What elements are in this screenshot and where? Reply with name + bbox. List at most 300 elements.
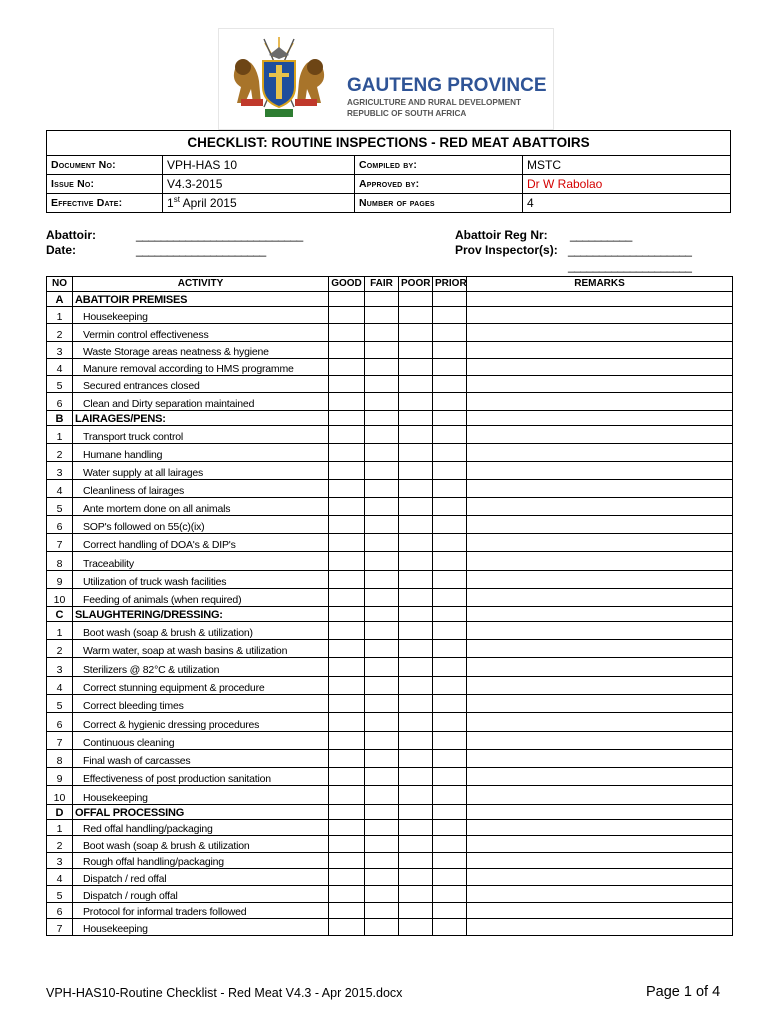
inspector-field[interactable]: ____________________	[568, 243, 692, 257]
rating-prior-cell[interactable]	[433, 570, 467, 588]
rating-remarks-cell[interactable]	[467, 358, 733, 375]
rating-prior-cell[interactable]	[433, 749, 467, 767]
rating-remarks-cell[interactable]	[467, 886, 733, 903]
table-row	[47, 341, 733, 358]
rating-prior-cell[interactable]	[433, 588, 467, 606]
table-row	[47, 786, 733, 804]
rating-fair-cell[interactable]	[365, 919, 399, 936]
rating-remarks-cell[interactable]	[467, 621, 733, 639]
rating-poor-cell[interactable]	[399, 480, 433, 498]
rating-poor-cell[interactable]	[399, 552, 433, 570]
table-row	[47, 552, 733, 570]
rating-remarks-cell[interactable]	[467, 552, 733, 570]
item-activity: Feeding of animals (when required)	[73, 588, 329, 606]
rating-good-cell[interactable]	[329, 713, 365, 731]
rating-prior-cell[interactable]	[433, 498, 467, 516]
table-row	[47, 621, 733, 639]
item-activity: Humane handling	[73, 443, 329, 461]
item-number: 3	[47, 461, 73, 479]
rating-prior-cell[interactable]	[433, 852, 467, 869]
item-number: 7	[47, 534, 73, 552]
rating-fair-cell[interactable]	[365, 443, 399, 461]
item-number: 7	[47, 919, 73, 936]
rating-good-cell[interactable]	[329, 307, 365, 324]
rating-remarks-cell[interactable]	[467, 731, 733, 749]
rating-good-cell[interactable]	[329, 731, 365, 749]
rating-prior-cell[interactable]	[433, 902, 467, 919]
rating-fair-cell[interactable]	[365, 480, 399, 498]
item-number: 1	[47, 425, 73, 443]
item-activity: Correct stunning equipment & procedure	[73, 676, 329, 694]
rating-fair-cell[interactable]	[365, 307, 399, 324]
section-empty-cell	[365, 606, 399, 621]
rating-fair-cell[interactable]	[365, 768, 399, 786]
item-activity: Water supply at all lairages	[73, 461, 329, 479]
section-code: B	[47, 410, 73, 425]
table-row	[47, 393, 733, 410]
rating-fair-cell[interactable]	[365, 393, 399, 410]
item-activity: Effectiveness of post production sanitation	[73, 768, 329, 786]
rating-fair-cell[interactable]	[365, 749, 399, 767]
table-row	[47, 498, 733, 516]
section-row	[47, 606, 733, 621]
rating-prior-cell[interactable]	[433, 516, 467, 534]
item-number: 3	[47, 341, 73, 358]
table-row	[47, 852, 733, 869]
rating-remarks-cell[interactable]	[467, 480, 733, 498]
col-no: NO	[47, 277, 73, 292]
rating-remarks-cell[interactable]	[467, 852, 733, 869]
reg-nr-label: Abattoir Reg Nr:	[455, 228, 548, 242]
rating-poor-cell[interactable]	[399, 376, 433, 393]
rating-poor-cell[interactable]	[399, 658, 433, 676]
col-poor: POOR	[399, 277, 433, 292]
rating-good-cell[interactable]	[329, 480, 365, 498]
rating-poor-cell[interactable]	[399, 534, 433, 552]
table-row	[47, 819, 733, 836]
abattoir-label: Abattoir:	[46, 228, 96, 242]
rating-prior-cell[interactable]	[433, 713, 467, 731]
item-activity: Transport truck control	[73, 425, 329, 443]
rating-poor-cell[interactable]	[399, 307, 433, 324]
rating-poor-cell[interactable]	[399, 425, 433, 443]
section-title: SLAUGHTERING/DRESSING:	[73, 606, 329, 621]
item-number: 2	[47, 640, 73, 658]
rating-fair-cell[interactable]	[365, 552, 399, 570]
rating-poor-cell[interactable]	[399, 498, 433, 516]
rating-good-cell[interactable]	[329, 836, 365, 853]
section-empty-cell	[433, 292, 467, 307]
rating-good-cell[interactable]	[329, 749, 365, 767]
table-row	[47, 694, 733, 712]
inspector-field-2[interactable]: ____________________	[568, 259, 692, 273]
rating-good-cell[interactable]	[329, 425, 365, 443]
rating-good-cell[interactable]	[329, 658, 365, 676]
rating-remarks-cell[interactable]	[467, 570, 733, 588]
section-empty-cell	[399, 606, 433, 621]
rating-good-cell[interactable]	[329, 393, 365, 410]
rating-fair-cell[interactable]	[365, 358, 399, 375]
rating-poor-cell[interactable]	[399, 869, 433, 886]
section-empty-cell	[365, 292, 399, 307]
table-row	[47, 376, 733, 393]
rating-prior-cell[interactable]	[433, 461, 467, 479]
table-row	[47, 713, 733, 731]
item-activity: Housekeeping	[73, 786, 329, 804]
rating-prior-cell[interactable]	[433, 676, 467, 694]
reg-nr-field[interactable]: __________	[570, 228, 632, 242]
section-empty-cell	[433, 410, 467, 425]
rating-good-cell[interactable]	[329, 852, 365, 869]
date-label: Date:	[46, 243, 77, 257]
rating-fair-cell[interactable]	[365, 902, 399, 919]
item-activity: Housekeeping	[73, 307, 329, 324]
meta-row	[47, 175, 731, 194]
table-row	[47, 570, 733, 588]
rating-good-cell[interactable]	[329, 588, 365, 606]
rating-prior-cell[interactable]	[433, 886, 467, 903]
approved-by-label: Approved by:	[355, 175, 523, 194]
rating-remarks-cell[interactable]	[467, 658, 733, 676]
rating-prior-cell[interactable]	[433, 480, 467, 498]
table-row	[47, 324, 733, 341]
item-activity: Rough offal handling/packaging	[73, 852, 329, 869]
item-number: 1	[47, 621, 73, 639]
item-number: 2	[47, 443, 73, 461]
rating-prior-cell[interactable]	[433, 919, 467, 936]
rating-good-cell[interactable]	[329, 376, 365, 393]
rating-good-cell[interactable]	[329, 461, 365, 479]
rating-poor-cell[interactable]	[399, 324, 433, 341]
rating-fair-cell[interactable]	[365, 869, 399, 886]
rating-prior-cell[interactable]	[433, 358, 467, 375]
item-activity: Final wash of carcasses	[73, 749, 329, 767]
rating-good-cell[interactable]	[329, 694, 365, 712]
rating-prior-cell[interactable]	[433, 819, 467, 836]
rating-fair-cell[interactable]	[365, 676, 399, 694]
table-row	[47, 480, 733, 498]
rating-prior-cell[interactable]	[433, 768, 467, 786]
rating-prior-cell[interactable]	[433, 658, 467, 676]
number-of-pages-label: Number of pages	[355, 194, 523, 213]
item-activity: Correct & hygienic dressing procedures	[73, 713, 329, 731]
rating-remarks-cell[interactable]	[467, 498, 733, 516]
section-empty-cell	[467, 804, 733, 819]
rating-prior-cell[interactable]	[433, 731, 467, 749]
rating-poor-cell[interactable]	[399, 570, 433, 588]
rating-fair-cell[interactable]	[365, 621, 399, 639]
rating-poor-cell[interactable]	[399, 393, 433, 410]
item-activity: Continuous cleaning	[73, 731, 329, 749]
rating-good-cell[interactable]	[329, 640, 365, 658]
item-number: 5	[47, 886, 73, 903]
rating-fair-cell[interactable]	[365, 341, 399, 358]
rating-fair-cell[interactable]	[365, 713, 399, 731]
rating-fair-cell[interactable]	[365, 786, 399, 804]
rating-fair-cell[interactable]	[365, 425, 399, 443]
rating-remarks-cell[interactable]	[467, 588, 733, 606]
rating-remarks-cell[interactable]	[467, 443, 733, 461]
section-code: C	[47, 606, 73, 621]
section-empty-cell	[365, 410, 399, 425]
rating-fair-cell[interactable]	[365, 516, 399, 534]
rating-prior-cell[interactable]	[433, 307, 467, 324]
table-row	[47, 768, 733, 786]
rating-prior-cell[interactable]	[433, 836, 467, 853]
rating-good-cell[interactable]	[329, 516, 365, 534]
rating-good-cell[interactable]	[329, 676, 365, 694]
rating-fair-cell[interactable]	[365, 461, 399, 479]
item-number: 10	[47, 588, 73, 606]
col-prior: PRIOR	[433, 277, 467, 292]
rating-remarks-cell[interactable]	[467, 902, 733, 919]
approved-by-value: Dr W Rabolao	[523, 175, 731, 194]
rating-remarks-cell[interactable]	[467, 425, 733, 443]
rating-fair-cell[interactable]	[365, 534, 399, 552]
table-row	[47, 902, 733, 919]
item-activity: Protocol for informal traders followed	[73, 902, 329, 919]
item-activity: Boot wash (soap & brush & utilization)	[73, 621, 329, 639]
table-row	[47, 516, 733, 534]
rating-remarks-cell[interactable]	[467, 393, 733, 410]
item-activity: Ante mortem done on all animals	[73, 498, 329, 516]
rating-fair-cell[interactable]	[365, 819, 399, 836]
rating-good-cell[interactable]	[329, 786, 365, 804]
table-row	[47, 358, 733, 375]
item-number: 3	[47, 658, 73, 676]
rating-fair-cell[interactable]	[365, 731, 399, 749]
rating-fair-cell[interactable]	[365, 836, 399, 853]
rating-good-cell[interactable]	[329, 919, 365, 936]
section-empty-cell	[329, 292, 365, 307]
rating-good-cell[interactable]	[329, 443, 365, 461]
rating-poor-cell[interactable]	[399, 588, 433, 606]
checklist-table	[46, 276, 733, 936]
rating-poor-cell[interactable]	[399, 358, 433, 375]
item-number: 6	[47, 713, 73, 731]
rating-poor-cell[interactable]	[399, 713, 433, 731]
item-number: 3	[47, 852, 73, 869]
item-activity: SOP's followed on 55(c)(ix)	[73, 516, 329, 534]
section-empty-cell	[467, 606, 733, 621]
rating-remarks-cell[interactable]	[467, 836, 733, 853]
item-number: 8	[47, 552, 73, 570]
meta-row	[47, 194, 731, 213]
abattoir-field[interactable]: ___________________________	[136, 228, 303, 242]
rating-good-cell[interactable]	[329, 819, 365, 836]
item-activity: Boot wash (soap & brush & utilization	[73, 836, 329, 853]
date-field[interactable]: _____________________	[136, 243, 266, 257]
section-empty-cell	[433, 804, 467, 819]
rating-remarks-cell[interactable]	[467, 461, 733, 479]
section-title: ABATTOIR PREMISES	[73, 292, 329, 307]
item-activity: Manure removal according to HMS programme	[73, 358, 329, 375]
rating-poor-cell[interactable]	[399, 731, 433, 749]
item-activity: Cleanliness of lairages	[73, 480, 329, 498]
effective-date-label: Effective Date:	[47, 194, 163, 213]
rating-remarks-cell[interactable]	[467, 786, 733, 804]
rating-prior-cell[interactable]	[433, 376, 467, 393]
rating-good-cell[interactable]	[329, 534, 365, 552]
rating-prior-cell[interactable]	[433, 694, 467, 712]
rating-remarks-cell[interactable]	[467, 919, 733, 936]
rating-good-cell[interactable]	[329, 552, 365, 570]
rating-remarks-cell[interactable]	[467, 307, 733, 324]
rating-poor-cell[interactable]	[399, 768, 433, 786]
rating-prior-cell[interactable]	[433, 341, 467, 358]
item-activity: Clean and Dirty separation maintained	[73, 393, 329, 410]
item-activity: Sterilizers @ 82°C & utilization	[73, 658, 329, 676]
rating-prior-cell[interactable]	[433, 534, 467, 552]
section-title: OFFAL PROCESSING	[73, 804, 329, 819]
rating-good-cell[interactable]	[329, 570, 365, 588]
item-number: 10	[47, 786, 73, 804]
item-activity: Dispatch / rough offal	[73, 886, 329, 903]
item-number: 4	[47, 869, 73, 886]
rating-fair-cell[interactable]	[365, 640, 399, 658]
section-empty-cell	[329, 410, 365, 425]
issue-no-label: Issue No:	[47, 175, 163, 194]
section-code: D	[47, 804, 73, 819]
logo-line1: AGRICULTURE AND RURAL DEVELOPMENT	[347, 98, 522, 107]
table-row	[47, 443, 733, 461]
rating-remarks-cell[interactable]	[467, 534, 733, 552]
rating-poor-cell[interactable]	[399, 621, 433, 639]
rating-remarks-cell[interactable]	[467, 869, 733, 886]
rating-good-cell[interactable]	[329, 621, 365, 639]
meta-row	[47, 156, 731, 175]
rating-prior-cell[interactable]	[433, 324, 467, 341]
table-row	[47, 588, 733, 606]
compiled-by-value: MSTC	[523, 156, 731, 175]
rating-good-cell[interactable]	[329, 341, 365, 358]
item-activity: Correct bleeding times	[73, 694, 329, 712]
rating-fair-cell[interactable]	[365, 570, 399, 588]
coat-of-arms-icon	[219, 29, 553, 129]
rating-fair-cell[interactable]	[365, 852, 399, 869]
table-row	[47, 749, 733, 767]
rating-prior-cell[interactable]	[433, 552, 467, 570]
col-good: GOOD	[329, 277, 365, 292]
rating-good-cell[interactable]	[329, 886, 365, 903]
rating-prior-cell[interactable]	[433, 443, 467, 461]
section-empty-cell	[365, 804, 399, 819]
rating-remarks-cell[interactable]	[467, 749, 733, 767]
section-empty-cell	[467, 292, 733, 307]
rating-remarks-cell[interactable]	[467, 819, 733, 836]
document-no-label: Document No:	[47, 156, 163, 175]
rating-poor-cell[interactable]	[399, 676, 433, 694]
rating-good-cell[interactable]	[329, 324, 365, 341]
rating-poor-cell[interactable]	[399, 836, 433, 853]
rating-good-cell[interactable]	[329, 498, 365, 516]
rating-poor-cell[interactable]	[399, 852, 433, 869]
rating-poor-cell[interactable]	[399, 341, 433, 358]
logo-line2: REPUBLIC OF SOUTH AFRICA	[347, 109, 467, 118]
rating-poor-cell[interactable]	[399, 749, 433, 767]
rating-prior-cell[interactable]	[433, 393, 467, 410]
table-row	[47, 676, 733, 694]
table-row	[47, 640, 733, 658]
rating-remarks-cell[interactable]	[467, 324, 733, 341]
rating-fair-cell[interactable]	[365, 886, 399, 903]
rating-poor-cell[interactable]	[399, 461, 433, 479]
item-number: 9	[47, 570, 73, 588]
rating-poor-cell[interactable]	[399, 919, 433, 936]
section-empty-cell	[433, 606, 467, 621]
rating-prior-cell[interactable]	[433, 640, 467, 658]
col-fair: FAIR	[365, 277, 399, 292]
rating-fair-cell[interactable]	[365, 588, 399, 606]
rating-prior-cell[interactable]	[433, 621, 467, 639]
rating-remarks-cell[interactable]	[467, 376, 733, 393]
rating-prior-cell[interactable]	[433, 869, 467, 886]
section-empty-cell	[467, 410, 733, 425]
item-number: 6	[47, 902, 73, 919]
item-number: 9	[47, 768, 73, 786]
item-number: 5	[47, 498, 73, 516]
rating-fair-cell[interactable]	[365, 498, 399, 516]
rating-fair-cell[interactable]	[365, 694, 399, 712]
col-activity: ACTIVITY	[73, 277, 329, 292]
issue-no-value: V4.3-2015	[163, 175, 355, 194]
inspector-label: Prov Inspector(s):	[455, 243, 558, 257]
rating-poor-cell[interactable]	[399, 886, 433, 903]
section-empty-cell	[399, 804, 433, 819]
rating-good-cell[interactable]	[329, 902, 365, 919]
item-activity: Housekeeping	[73, 919, 329, 936]
rating-poor-cell[interactable]	[399, 694, 433, 712]
section-row	[47, 804, 733, 819]
rating-prior-cell[interactable]	[433, 425, 467, 443]
rating-fair-cell[interactable]	[365, 376, 399, 393]
rating-remarks-cell[interactable]	[467, 516, 733, 534]
item-number: 6	[47, 393, 73, 410]
rating-poor-cell[interactable]	[399, 902, 433, 919]
document-info-table	[46, 130, 731, 213]
section-empty-cell	[329, 804, 365, 819]
col-remarks: REMARKS	[467, 277, 733, 292]
table-row	[47, 307, 733, 324]
logo-name: GAUTENG PROVINCE	[347, 75, 547, 96]
rating-good-cell[interactable]	[329, 358, 365, 375]
rating-fair-cell[interactable]	[365, 658, 399, 676]
footer-filename: VPH-HAS10-Routine Checklist - Red Meat V4.3 - Apr 2015.docx	[46, 986, 403, 1000]
rating-fair-cell[interactable]	[365, 324, 399, 341]
rating-remarks-cell[interactable]	[467, 676, 733, 694]
rating-poor-cell[interactable]	[399, 443, 433, 461]
rating-remarks-cell[interactable]	[467, 341, 733, 358]
rating-poor-cell[interactable]	[399, 819, 433, 836]
rating-remarks-cell[interactable]	[467, 640, 733, 658]
rating-remarks-cell[interactable]	[467, 694, 733, 712]
compiled-by-label: Compiled by:	[355, 156, 523, 175]
table-row	[47, 836, 733, 853]
rating-prior-cell[interactable]	[433, 786, 467, 804]
number-of-pages-value: 4	[523, 194, 731, 213]
section-row	[47, 410, 733, 425]
rating-poor-cell[interactable]	[399, 786, 433, 804]
rating-good-cell[interactable]	[329, 768, 365, 786]
rating-poor-cell[interactable]	[399, 516, 433, 534]
rating-remarks-cell[interactable]	[467, 713, 733, 731]
rating-remarks-cell[interactable]	[467, 768, 733, 786]
rating-poor-cell[interactable]	[399, 640, 433, 658]
item-activity: Correct handling of DOA's & DIP's	[73, 534, 329, 552]
item-number: 1	[47, 307, 73, 324]
rating-good-cell[interactable]	[329, 869, 365, 886]
table-row	[47, 869, 733, 886]
